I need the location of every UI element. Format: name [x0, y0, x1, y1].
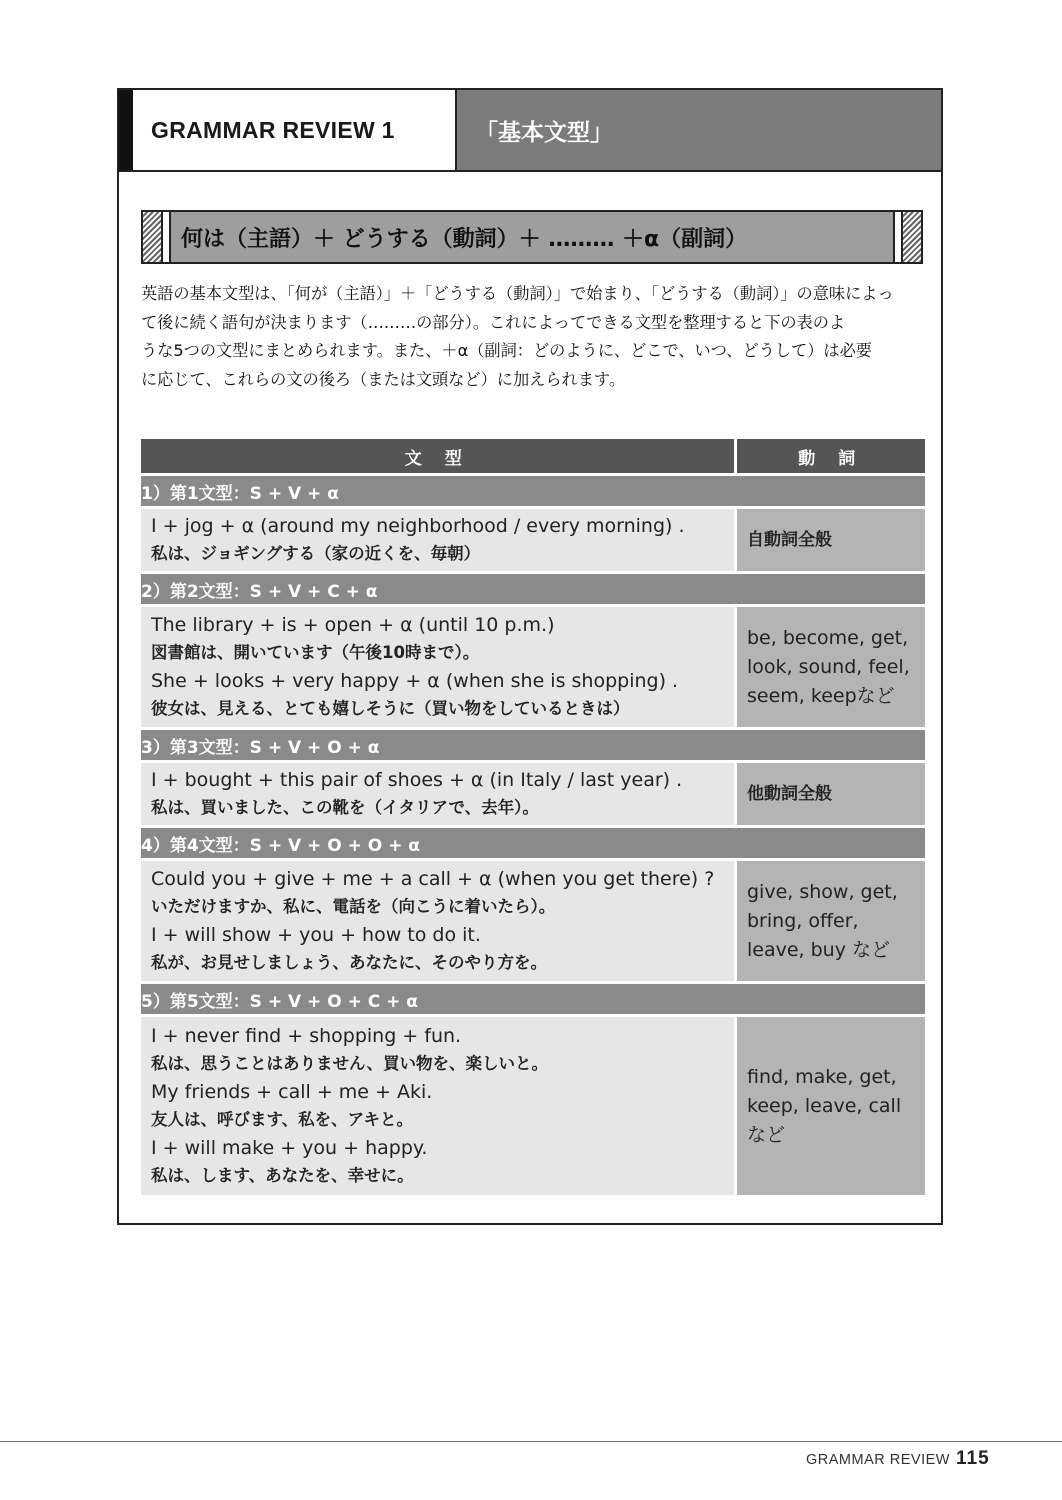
example-cell [141, 509, 737, 571]
example-english: I + jog + α (around my neighborhood / every morning) . [151, 515, 685, 537]
hatch-decoration-right [901, 212, 921, 262]
intro-line: 英語の基本文型は、「何が（主語）」＋「どうする（動詞）」で始まり、「どうする（動詞）」の意味によっ [141, 284, 894, 303]
verb-cell: 他動詞全般 [737, 763, 925, 825]
pattern-example-row [141, 1017, 925, 1195]
example-english: I + will make + you + happy. [151, 1137, 428, 1159]
pattern-label: 5）第5文型：S + V + O + C + α [141, 984, 925, 1014]
pattern-example-row [141, 763, 925, 825]
topic-title: 「基本文型」 [457, 90, 941, 170]
example-english: She + looks + very happy + α (when she is shopping) . [151, 670, 679, 692]
section-banner [141, 210, 923, 264]
pattern-example-row [141, 607, 925, 727]
verb-cell: 自動詞全般 [737, 509, 925, 571]
example-cell [141, 1017, 737, 1195]
hatch-decoration-left [143, 212, 163, 262]
example-english: I + never find + shopping + fun. [151, 1025, 462, 1047]
example-japanese: 私は、買いました、この靴を（イタリアで、去年）。 [151, 798, 539, 817]
verb-cell: be, become, get, look, sound, feel, seem, keepなど [737, 607, 925, 727]
sentence-pattern-table [141, 436, 925, 1198]
example-english: My friends + call + me + Aki. [151, 1081, 433, 1103]
example-english: The library + is + open + α (until 10 p.m.) [151, 614, 555, 636]
footer-section-label: GRAMMAR REVIEW [806, 1452, 950, 1468]
example-cell [141, 607, 737, 727]
review-title: GRAMMAR REVIEW 1 [133, 90, 457, 170]
example-cell [141, 861, 737, 981]
intro-line: うな5つの文型にまとめられます。また、＋α（副詞：どのように、どこで、いつ、どうして）は必要 [141, 341, 872, 360]
page-number: 115 [956, 1448, 990, 1469]
footer-divider [0, 1441, 1062, 1442]
banner-gap-right [893, 212, 901, 262]
example-japanese: 私は、ジョギングする（家の近くを、毎朝） [151, 544, 481, 563]
banner-gap-left [163, 212, 171, 262]
example-english: I + bought + this pair of shoes + α (in Italy / last year) . [151, 769, 683, 791]
pattern-example-row [141, 509, 925, 571]
pattern-category-row [141, 730, 925, 760]
example-japanese: 私が、お見せしましょう、あなたに、そのやり方を。 [151, 953, 547, 972]
grammar-review-box [117, 88, 943, 1225]
pattern-category-row [141, 828, 925, 858]
header [119, 90, 941, 172]
example-japanese: 図書館は、開いています（午後10時まで）。 [151, 643, 480, 662]
pattern-category-row [141, 476, 925, 506]
pattern-label: 3）第3文型：S + V + O + α [141, 730, 925, 760]
example-japanese: 彼女は、見える、とても嬉しそうに（買い物をしているときは） [151, 699, 630, 718]
example-japanese: 友人は、呼びます、私を、アキと。 [151, 1110, 414, 1129]
example-cell [141, 763, 737, 825]
pattern-label: 1）第1文型：S + V + α [141, 476, 925, 506]
pattern-example-row [141, 861, 925, 981]
intro-line: て後に続く語句が決まります（………の部分）。これによってできる文型を整理すると下の表のよ [141, 312, 846, 332]
pattern-label: 4）第4文型：S + V + O + O + α [141, 828, 925, 858]
intro-paragraph [141, 280, 925, 394]
pattern-label: 2）第2文型：S + V + C + α [141, 574, 925, 604]
pattern-category-row [141, 984, 925, 1014]
column-header-verb: 動 詞 [737, 439, 925, 473]
column-header-pattern: 文 型 [141, 439, 737, 473]
example-english: Could you + give + me + a call + α (when you get there) ? [151, 868, 715, 890]
verb-cell: find, make, get, keep, leave, call など [737, 1017, 925, 1195]
example-japanese: いただけますか、私に、電話を（向こうに着いたら）。 [151, 897, 556, 916]
example-japanese: 私は、思うことはありません、買い物を、楽しいと。 [151, 1054, 548, 1073]
section-heading: 何は（主語）＋ どうする（動詞）＋ ……… ＋α（副詞） [181, 226, 748, 252]
example-japanese: 私は、します、あなたを、幸せに。 [151, 1166, 414, 1185]
pattern-category-row [141, 574, 925, 604]
verb-cell: give, show, get, bring, offer, leave, buy など [737, 861, 925, 981]
header-accent-bar [119, 90, 133, 170]
example-english: I + will show + you + how to do it. [151, 924, 481, 946]
intro-line: に応じて、これらの文の後ろ（または文頭など）に加えられます。 [141, 369, 626, 389]
table-header-row [141, 439, 925, 473]
